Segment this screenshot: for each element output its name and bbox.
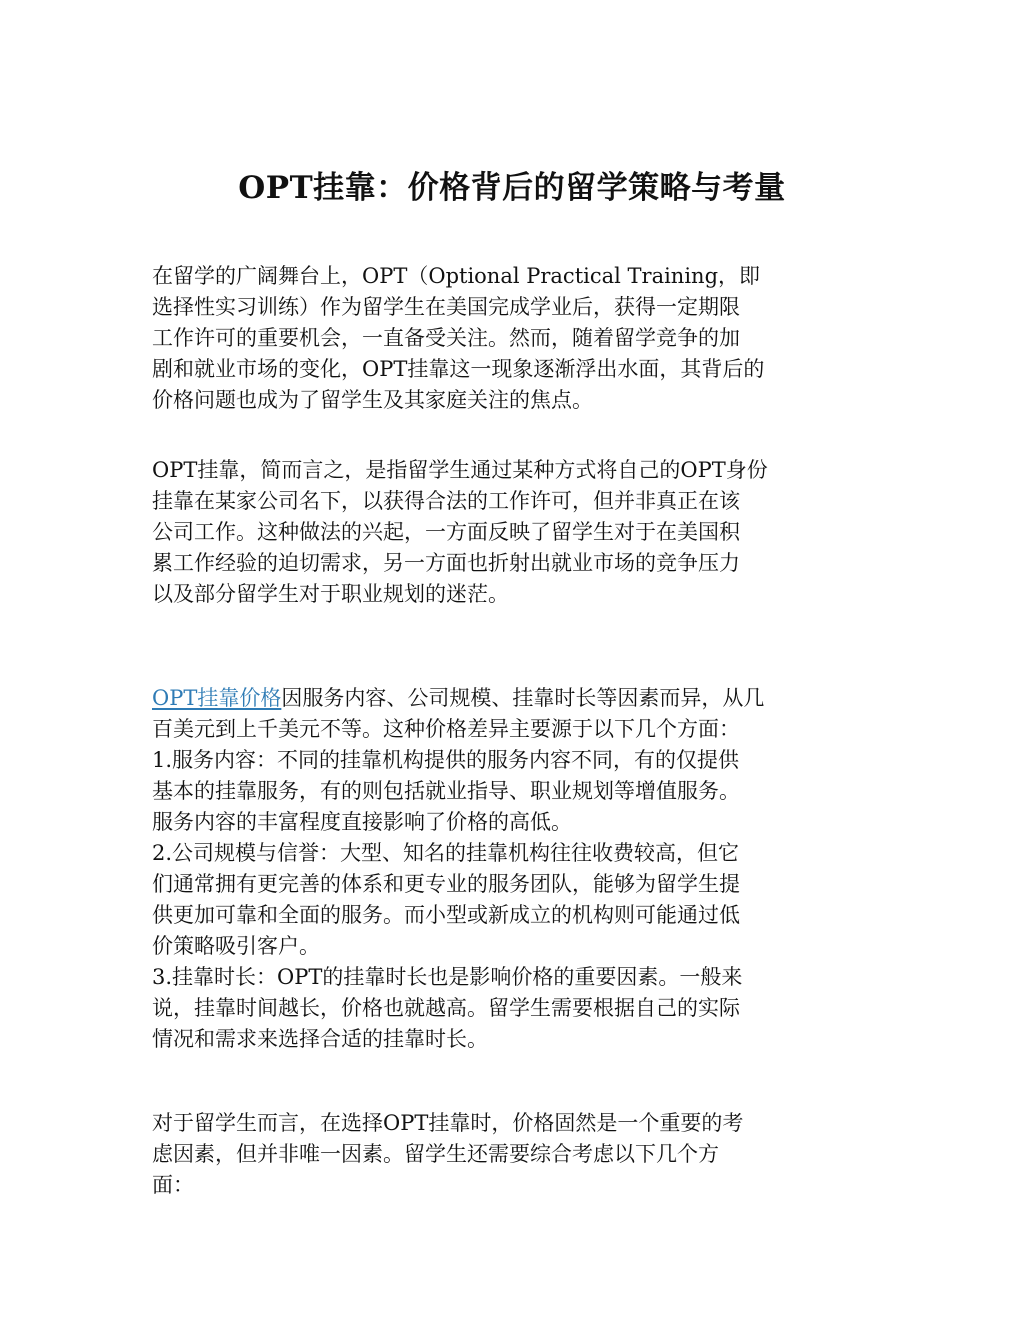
paragraph-line: 挂靠在某家公司名下，以获得合法的工作许可，但并非真正在该 — [152, 489, 740, 513]
paragraph-considerations — [152, 1108, 878, 1201]
paragraph-line: 们通常拥有更完善的体系和更专业的服务团队，能够为留学生提 — [152, 872, 740, 896]
paragraph-line: 虑因素，但并非唯一因素。留学生还需要综合考虑以下几个方 — [152, 1142, 719, 1166]
paragraph-line: 2.公司规模与信誉：大型、知名的挂靠机构往往收费较高，但它 — [152, 841, 740, 865]
paragraph-line — [152, 683, 878, 714]
paragraph-line: 以及部分留学生对于职业规划的迷茫。 — [152, 582, 509, 606]
paragraph-line: 面： — [152, 1173, 194, 1197]
paragraph-line: 对于留学生而言，在选择OPT挂靠时，价格固然是一个重要的考 — [152, 1111, 744, 1135]
paragraph-line: 服务内容的丰富程度直接影响了价格的高低。 — [152, 810, 572, 834]
paragraph-price-factors — [152, 683, 878, 1055]
paragraph-line: 价格问题也成为了留学生及其家庭关注的焦点。 — [152, 388, 593, 412]
paragraph-line: 在留学的广阔舞台上，OPT（Optional Practical Training，即 — [152, 264, 761, 288]
paragraph-line: 3.挂靠时长：OPT的挂靠时长也是影响价格的重要因素。一般来 — [152, 965, 743, 989]
paragraph-line: 价策略吸引客户。 — [152, 934, 320, 958]
page-title: OPT挂靠：价格背后的留学策略与考量 — [238, 170, 786, 206]
paragraph-line: 公司工作。这种做法的兴起，一方面反映了留学生对于在美国积 — [152, 520, 740, 544]
paragraph-line: 说，挂靠时间越长，价格也就越高。留学生需要根据自己的实际 — [152, 996, 740, 1020]
paragraph-line: 基本的挂靠服务，有的则包括就业指导、职业规划等增值服务。 — [152, 779, 740, 803]
opt-price-link[interactable]: OPT挂靠价格 — [152, 686, 282, 710]
paragraph-line: 累工作经验的迫切需求，另一方面也折射出就业市场的竞争压力 — [152, 551, 740, 575]
paragraph-line: 剧和就业市场的变化，OPT挂靠这一现象逐渐浮出水面，其背后的 — [152, 357, 765, 381]
paragraph-line: OPT挂靠，简而言之，是指留学生通过某种方式将自己的OPT身份 — [152, 458, 768, 482]
paragraph-line: 选择性实习训练）作为留学生在美国完成学业后，获得一定期限 — [152, 295, 740, 319]
paragraph-line: 情况和需求来选择合适的挂靠时长。 — [152, 1027, 488, 1051]
paragraph-line-text: 因服务内容、公司规模、挂靠时长等因素而异，从几 — [281, 686, 765, 710]
paragraph-line: 1.服务内容：不同的挂靠机构提供的服务内容不同，有的仅提供 — [152, 748, 740, 772]
paragraph-line: 百美元到上千美元不等。这种价格差异主要源于以下几个方面： — [152, 717, 740, 741]
paragraph-definition — [152, 455, 878, 610]
paragraph-intro — [152, 261, 878, 416]
paragraph-line: 供更加可靠和全面的服务。而小型或新成立的机构则可能通过低 — [152, 903, 740, 927]
paragraph-line: 工作许可的重要机会，一直备受关注。然而，随着留学竞争的加 — [152, 326, 740, 350]
